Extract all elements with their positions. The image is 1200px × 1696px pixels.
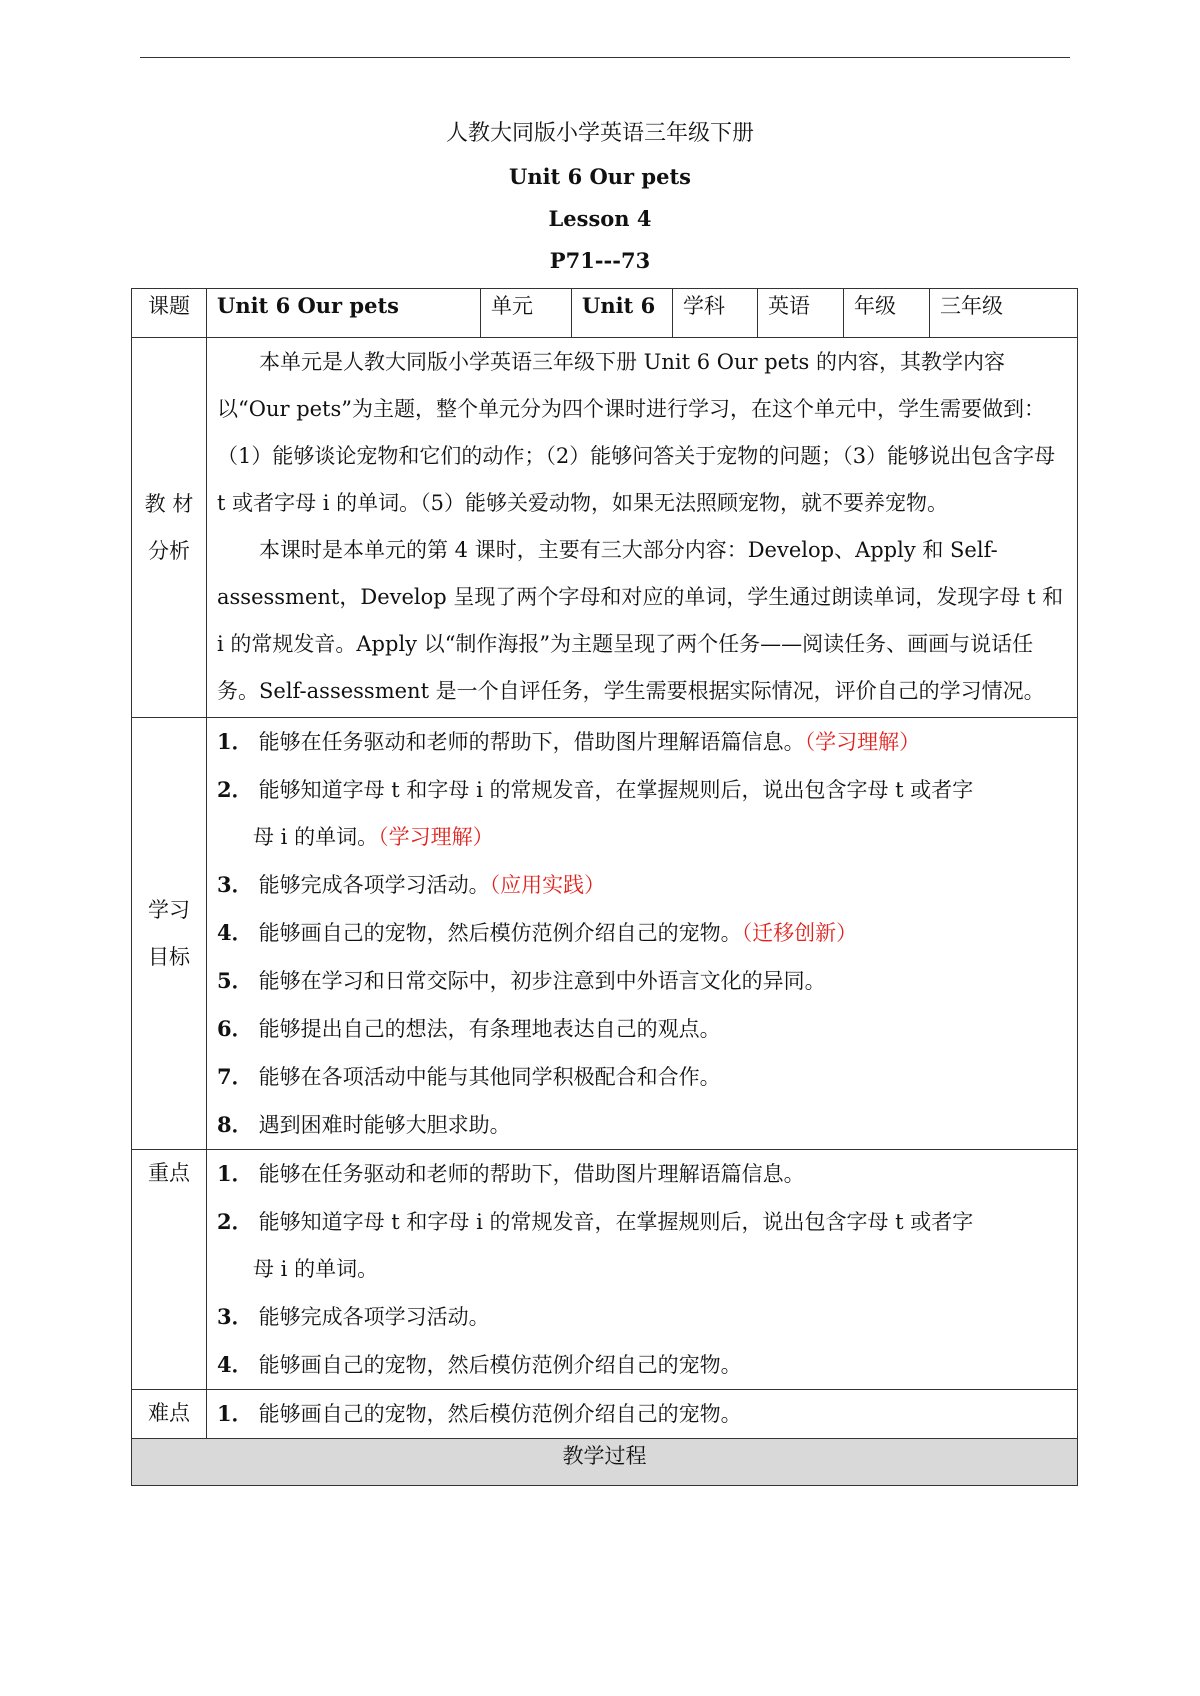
goal-item bbox=[217, 1005, 1067, 1053]
key-points-content bbox=[207, 1150, 1078, 1390]
topic-label: 课题 bbox=[132, 289, 207, 338]
difficult-point-item bbox=[217, 1390, 1067, 1438]
subject-label: 学科 bbox=[673, 289, 758, 338]
learning-goals-content bbox=[207, 718, 1078, 1150]
goal-item bbox=[217, 957, 1067, 1005]
key-point-text: 能够画自己的宠物，然后模仿范例介绍自己的宠物。 bbox=[258, 1353, 742, 1377]
difficult-points-row bbox=[132, 1390, 1078, 1439]
goal-tag: （学习理解） bbox=[804, 730, 921, 754]
material-analysis-label bbox=[132, 338, 207, 718]
material-label-line2: 分析 bbox=[148, 538, 190, 563]
key-point-text: 能够完成各项学习活动。 bbox=[258, 1305, 490, 1329]
difficult-points-content bbox=[207, 1390, 1078, 1439]
goal-item bbox=[217, 1101, 1067, 1149]
goal-text: 能够在各项活动中能与其他同学积极配合和合作。 bbox=[258, 1065, 721, 1089]
key-point-number: 3． bbox=[217, 1304, 253, 1329]
key-points-row bbox=[132, 1150, 1078, 1390]
grade-label: 年级 bbox=[844, 289, 930, 338]
goal-text: 能够在学习和日常交际中，初步注意到中外语言文化的异同。 bbox=[258, 969, 826, 993]
unit-label: 单元 bbox=[481, 289, 572, 338]
material-label-line1: 教 材 bbox=[144, 491, 194, 516]
key-point-text: 能够知道字母 t 和字母 i 的常规发音，在掌握规则后，说出包含字母 t 或者字 bbox=[258, 1210, 974, 1234]
goal-number: 5． bbox=[217, 968, 253, 993]
unit-title: Unit 6 Our pets bbox=[509, 164, 691, 189]
key-point-item bbox=[217, 1293, 1067, 1341]
teaching-process-header: 教学过程 bbox=[132, 1439, 1078, 1486]
key-points-label-text: 重点 bbox=[148, 1161, 190, 1185]
key-point-number: 1． bbox=[217, 1161, 253, 1186]
goal-text: 母 i 的单词。 bbox=[253, 825, 379, 849]
key-point-item bbox=[217, 1150, 1067, 1198]
goal-number: 7． bbox=[217, 1064, 253, 1089]
goal-text: 能够画自己的宠物，然后模仿范例介绍自己的宠物。 bbox=[258, 921, 742, 945]
lesson-plan-table bbox=[131, 288, 1078, 1486]
material-paragraph-1: 本单元是人教大同版小学英语三年级下册 Unit 6 Our pets 的内容，其教学内容以“Our pets”为主题，整个单元分为四个课时进行学习，在这个单元中，学生需要做到：（1）能够谈论宠物和它们的动作；（2）能够问答关于宠物的问题；（3）能够说出包含字母 t 或者字母 i 的单词。（5）能够关爱动物，如果无法照顾宠物，就不要养宠物。 bbox=[217, 350, 1056, 515]
top-rule bbox=[140, 57, 1070, 58]
goal-text: 遇到困难时能够大胆求助。 bbox=[258, 1113, 511, 1137]
grade-value: 三年级 bbox=[930, 289, 1078, 338]
learning-goals-row bbox=[132, 718, 1078, 1150]
goal-number: 8． bbox=[217, 1112, 253, 1137]
key-points-label bbox=[132, 1150, 207, 1390]
goal-number: 1． bbox=[217, 729, 253, 754]
goal-item bbox=[217, 718, 1067, 766]
key-point-item-continuation bbox=[217, 1246, 1067, 1293]
material-analysis-row bbox=[132, 338, 1078, 718]
topic-value: Unit 6 Our pets bbox=[207, 289, 481, 338]
subject-value: 英语 bbox=[758, 289, 844, 338]
difficult-point-text: 能够画自己的宠物，然后模仿范例介绍自己的宠物。 bbox=[258, 1402, 742, 1426]
key-point-number: 2． bbox=[217, 1209, 253, 1234]
difficult-point-number: 1． bbox=[217, 1401, 253, 1426]
goal-number: 6． bbox=[217, 1016, 253, 1041]
goal-item bbox=[217, 909, 1067, 957]
page-range: P71---73 bbox=[549, 248, 651, 273]
goal-item bbox=[217, 766, 1067, 814]
info-row bbox=[132, 289, 1078, 338]
goal-text: 能够完成各项学习活动。 bbox=[258, 873, 490, 897]
goal-number: 4． bbox=[217, 920, 253, 945]
unit-value: Unit 6 bbox=[572, 289, 673, 338]
teaching-process-row bbox=[132, 1439, 1078, 1486]
goal-item bbox=[217, 861, 1067, 909]
difficult-points-label-text: 难点 bbox=[148, 1401, 190, 1425]
document-title: 人教大同版小学英语三年级下册 bbox=[445, 121, 754, 146]
goal-tag: （学习理解） bbox=[378, 825, 494, 849]
key-point-text: 母 i 的单词。 bbox=[253, 1257, 379, 1281]
lesson-title: Lesson 4 bbox=[548, 206, 652, 231]
key-point-item bbox=[217, 1198, 1067, 1246]
key-point-item bbox=[217, 1341, 1067, 1389]
key-point-text: 能够在任务驱动和老师的帮助下，借助图片理解语篇信息。 bbox=[258, 1162, 805, 1186]
key-point-number: 4． bbox=[217, 1352, 253, 1377]
goal-tag: （迁移创新） bbox=[741, 921, 858, 945]
goal-number: 2． bbox=[217, 777, 253, 802]
difficult-points-label bbox=[132, 1390, 207, 1439]
learning-goals-label bbox=[132, 718, 207, 1150]
material-paragraph-2: 本课时是本单元的第 4 课时，主要有三大部分内容：Develop、Apply 和 Self-assessment，Develop 呈现了两个字母和对应的单词，学生通过朗读单词，发现字母 t 和 i 的常规发音。Apply 以“制作海报”为主题呈现了两个任务——阅读任务、画画与说话任务。Self-assessment 是一个自评任务，学生需要根据实际情况，评价自己的学习情况。 bbox=[217, 538, 1064, 703]
goal-item-continuation bbox=[217, 814, 1067, 861]
goal-tag: （应用实践） bbox=[489, 873, 606, 897]
material-analysis-content bbox=[207, 338, 1078, 718]
goal-text: 能够知道字母 t 和字母 i 的常规发音，在掌握规则后，说出包含字母 t 或者字 bbox=[258, 778, 974, 802]
goals-label-line2: 目标 bbox=[148, 944, 190, 969]
goal-text: 能够在任务驱动和老师的帮助下，借助图片理解语篇信息。 bbox=[258, 730, 805, 754]
goal-number: 3． bbox=[217, 872, 253, 897]
goals-label-line1: 学习 bbox=[148, 897, 190, 922]
goal-text: 能够提出自己的想法，有条理地表达自己的观点。 bbox=[258, 1017, 721, 1041]
goal-item bbox=[217, 1053, 1067, 1101]
